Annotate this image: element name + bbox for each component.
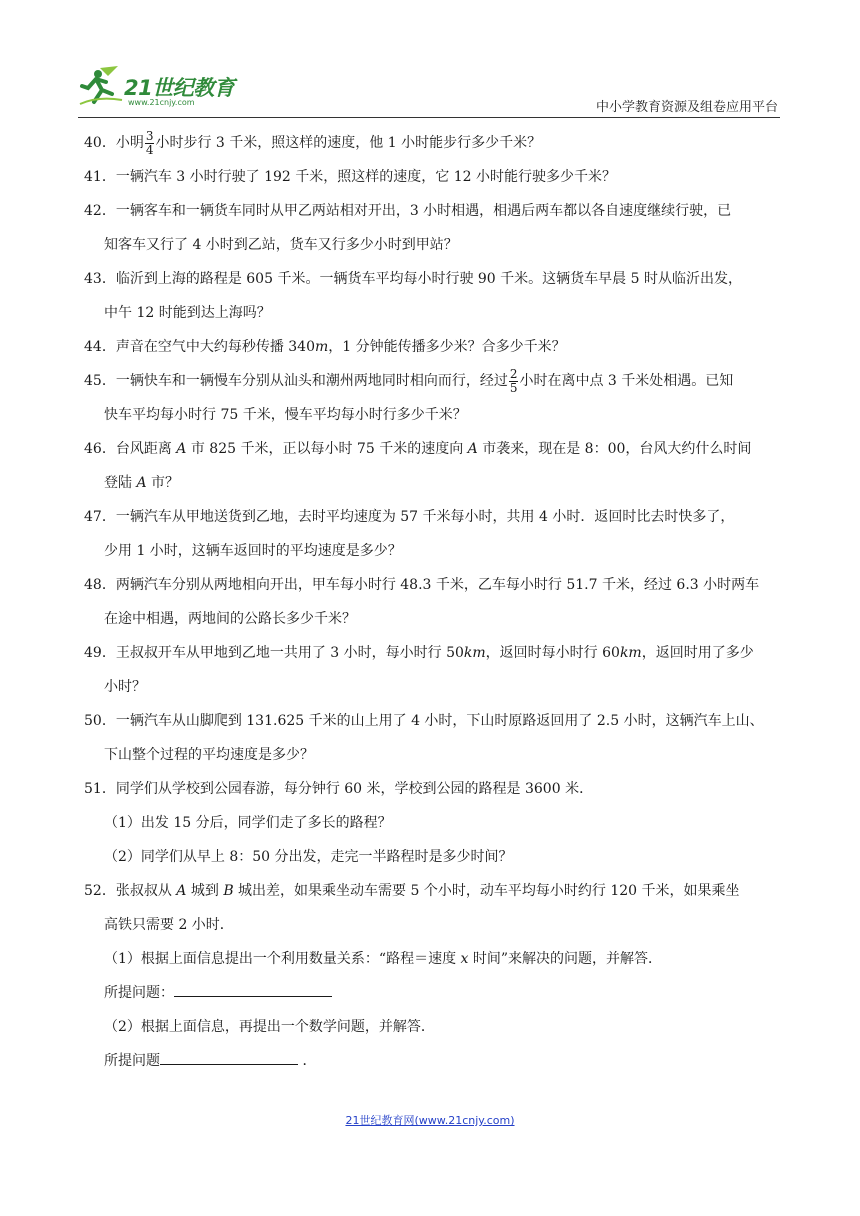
question-text-continued: 中午 12 时能到达上海吗？	[104, 305, 271, 321]
question-text: 城到	[186, 883, 224, 899]
question-number: 47．	[84, 509, 116, 525]
unit: m	[315, 339, 329, 355]
question-text: 王叔叔开车从甲地到乙地一共用了 3 小时，每小时行 50	[115, 645, 464, 661]
variable: A	[467, 441, 478, 457]
question-40	[84, 126, 784, 160]
question-number: 46．	[84, 441, 116, 457]
unit: km	[463, 645, 486, 661]
question-number: 41．	[84, 169, 116, 185]
answer-prompt	[84, 976, 784, 1010]
sub-question: （1）出发 15 分后，同学们走了多长的路程？	[104, 815, 392, 831]
question-text-continued: 少用 1 小时，这辆车返回时的平均速度是多少？	[104, 543, 402, 559]
question-number: 51．	[84, 781, 116, 797]
question-44	[84, 330, 784, 364]
question-text: 一辆汽车 3 小时行驶了 192 千米，照这样的速度，它 12 小时能行驶多少千米？	[115, 169, 616, 185]
footer-link[interactable]: 21世纪教育网(www.21cnjy.com)	[345, 1114, 515, 1127]
question-text: 城出差，如果乘坐动车需要 5 个小时，动车平均每小时约行 120 千米，如果乘坐	[233, 883, 740, 899]
question-text: 两辆汽车分别从两地相向开出，甲车每小时行 48.3 千米，乙车每小时行 51.7 千米，经过 6.3 小时两车	[115, 577, 760, 593]
question-text: （1）根据上面信息提出一个利用数量关系：“路程＝速度	[104, 951, 461, 967]
question-text-continued: 下山整个过程的平均速度是多少？	[104, 747, 314, 763]
answer-prompt	[84, 1044, 784, 1078]
sub-question	[84, 942, 784, 976]
question-text-continued: 在途中相遇，两地间的公路长多少千米？	[104, 611, 356, 627]
variable: B	[223, 883, 234, 899]
question-50	[84, 704, 784, 772]
question-47	[84, 500, 784, 568]
question-text: 一辆快车和一辆慢车分别从汕头和潮州两地同时相向而行，经过	[115, 373, 508, 389]
answer-blank[interactable]	[174, 976, 332, 997]
question-text: 小时步行 3 千米，照这样的速度，他 1 小时能步行多少千米？	[155, 135, 542, 151]
question-number: 49．	[84, 645, 116, 661]
question-text-continued: 知客车又行了 4 小时到乙站，货车又行多少小时到甲站？	[104, 237, 458, 253]
variable: A	[176, 441, 187, 457]
fraction	[509, 368, 519, 395]
header-divider	[78, 117, 780, 118]
page-footer	[0, 1112, 860, 1128]
answer-label: 所提问题	[104, 1053, 160, 1069]
question-text: 时间”来解决的问题，并解答．	[468, 951, 663, 967]
question-text-continued: 高铁只需要 2 小时．	[104, 917, 234, 933]
question-48	[84, 568, 784, 636]
question-49	[84, 636, 784, 704]
question-46	[84, 432, 784, 500]
fraction-numerator: 2	[509, 366, 518, 381]
unit: km	[619, 645, 642, 661]
answer-blank[interactable]	[160, 1044, 298, 1065]
question-text: 一辆汽车从山脚爬到 131.625 千米的山上用了 4 小时，下山时原路返回用了 2.5 小时，这辆汽车上山、	[115, 713, 764, 729]
variable: A	[176, 883, 187, 899]
question-number: 48．	[84, 577, 116, 593]
question-text: 小时在离中点 3 千米处相遇。已知	[519, 373, 734, 389]
variable: x	[460, 951, 469, 967]
logo-text: 21世纪教育	[124, 76, 235, 100]
question-number: 50．	[84, 713, 116, 729]
question-text: 市 825 千米，正以每小时 75 千米的速度向	[186, 441, 468, 457]
question-text: ，返回时每小时行 60	[485, 645, 620, 661]
question-text: 一辆客车和一辆货车同时从甲乙两站相对开出，3 小时相遇，相遇后两车都以各自速度继续行驶，已	[115, 203, 732, 219]
question-text: 一辆汽车从甲地送货到乙地，去时平均速度为 57 千米每小时，共用 4 小时．返回时比去时快多了，	[115, 509, 735, 525]
question-text: 同学们从学校到公园春游，每分钟行 60 米，学校到公园的路程是 3600 米．	[115, 781, 594, 797]
answer-end: ．	[298, 1053, 317, 1069]
sub-question: （2）同学们从早上 8：50 分出发，走完一半路程时是多少时间？	[104, 849, 513, 865]
fraction	[145, 130, 155, 157]
question-number: 52．	[84, 883, 116, 899]
question-text: ，1 分钟能传播多少米？合多少千米？	[328, 339, 566, 355]
question-text: 张叔叔从	[115, 883, 177, 899]
question-text: 临沂到上海的路程是 605 千米。一辆货车平均每小时行驶 90 千米。这辆货车早晨 5 时从临沂出发，	[115, 271, 742, 287]
question-41	[84, 160, 784, 194]
question-text: ，返回时用了多少	[641, 645, 754, 661]
logo	[78, 64, 258, 110]
question-number: 44．	[84, 339, 116, 355]
logo-url: www.21cnjy.com	[128, 98, 195, 107]
question-text-continued: 小时？	[104, 679, 146, 695]
question-52	[84, 874, 784, 942]
question-number: 43．	[84, 271, 116, 287]
answer-label: 所提问题：	[104, 985, 174, 1001]
sub-question: （2）根据上面信息，再提出一个数学问题，并解答．	[104, 1019, 435, 1035]
question-text: 市袭来，现在是 8：00，台风大约什么时间	[477, 441, 752, 457]
variable: A	[136, 475, 147, 491]
question-list	[84, 126, 784, 1078]
platform-title: 中小学教育资源及组卷应用平台	[595, 100, 778, 115]
question-text: 市？	[146, 475, 180, 491]
fraction-denominator: 4	[145, 142, 154, 157]
fraction-denominator: 5	[509, 380, 518, 395]
question-text-continued: 快车平均每小时行 75 千米，慢车平均每小时行多少千米？	[104, 407, 467, 423]
fraction-numerator: 3	[145, 128, 154, 143]
question-51	[84, 772, 784, 806]
page-header	[78, 62, 780, 114]
question-number: 40．	[84, 135, 116, 151]
question-text-continued	[84, 466, 784, 500]
question-number: 42．	[84, 203, 116, 219]
question-text: 声音在空气中大约每秒传播 340	[115, 339, 315, 355]
question-45	[84, 364, 784, 432]
question-42	[84, 194, 784, 262]
question-text: 台风距离	[115, 441, 177, 457]
question-text: 登陆	[104, 475, 137, 491]
question-43	[84, 262, 784, 330]
question-number: 45．	[84, 373, 116, 389]
runner-logo-icon	[78, 64, 126, 108]
question-text: 小明	[115, 135, 144, 151]
